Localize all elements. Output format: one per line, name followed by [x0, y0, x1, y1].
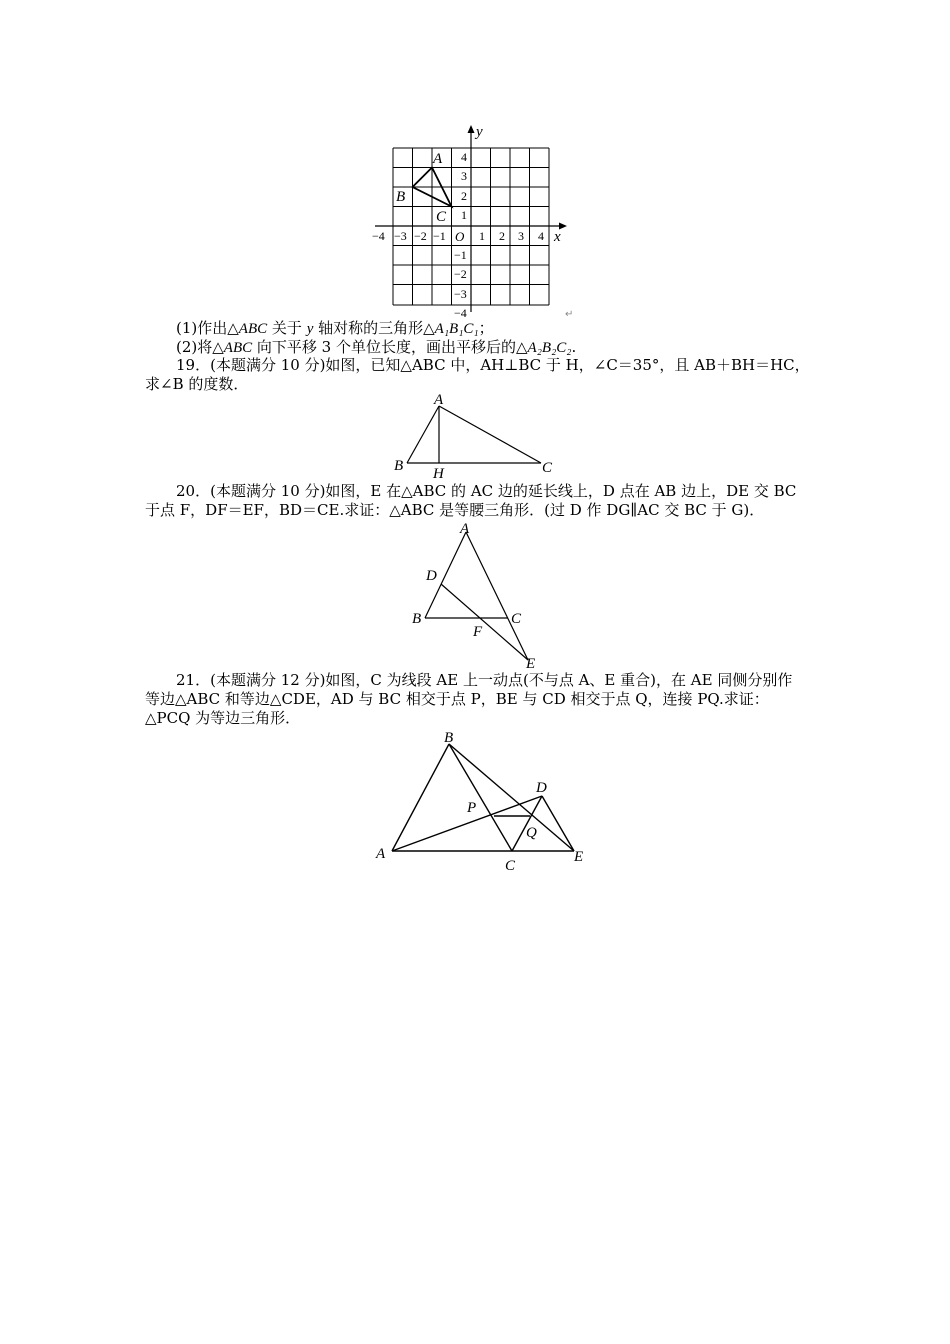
q19-label-h: H: [433, 466, 444, 480]
x-tick: −4: [372, 229, 385, 243]
return-mark: ↵: [565, 309, 574, 320]
q18-part2: (2)将△ABC 向下平移 3 个单位长度，画出平移后的△A₂B₂C₂.: [176, 338, 577, 356]
q21-label-p: P: [467, 800, 477, 816]
y-tick: −2: [454, 267, 467, 281]
q21-label-q: Q: [526, 825, 537, 841]
q21-label-b: B: [444, 730, 454, 746]
q21-text-line3: △PCQ 为等边三角形．: [145, 709, 301, 727]
q19-label-c: C: [542, 460, 553, 476]
x-tick: −1: [433, 229, 446, 243]
y-tick: 2: [461, 189, 467, 203]
q21-equilateral-figure: [370, 722, 600, 874]
q21-label-d: D: [536, 780, 547, 796]
q19-label-b: B: [394, 458, 404, 474]
y-tick: 3: [461, 169, 467, 183]
y-tick: −3: [454, 287, 467, 301]
point-c-label: C: [436, 209, 447, 225]
point-b-label: B: [396, 189, 406, 205]
point-a-label: A: [433, 151, 443, 167]
coordinate-grid-figure: [370, 122, 590, 322]
q21-label-e: E: [574, 849, 584, 865]
y-axis-label: y: [476, 124, 483, 140]
q20-label-e: E: [526, 656, 536, 672]
y-tick: −4: [454, 306, 467, 320]
origin-label: O: [455, 229, 465, 244]
q20-label-d: D: [426, 568, 437, 584]
q19-text-line2: 求∠B 的度数．: [145, 375, 249, 393]
q19-label-a: A: [434, 392, 444, 408]
q21-label-c: C: [505, 858, 516, 874]
q20-text-line1: 20．(本题满分 10 分)如图，E 在△ABC 的 AC 边的延长线上，D 点在 AB 边上，DE 交 BC: [176, 482, 797, 500]
q20-label-f: F: [473, 624, 483, 640]
q20-label-b: B: [412, 611, 422, 627]
q21-text-line2: 等边△ABC 和等边△CDE，AD 与 BC 相交于点 P，BE 与 CD 相交于点 Q，连接 PQ.求证：: [145, 690, 769, 708]
x-tick: 2: [499, 229, 505, 243]
q20-triangle-figure: [408, 520, 558, 672]
x-tick: 1: [479, 229, 485, 243]
q20-label-c: C: [511, 611, 522, 627]
q21-label-a: A: [376, 846, 386, 862]
x-tick: −3: [394, 229, 407, 243]
q18-part1: (1)作出△ABC 关于 y 轴对称的三角形△A₁B₁C₁；: [176, 319, 494, 337]
q20-text-line2: 于点 F，DF＝EF，BD＝CE.求证：△ABC 是等腰三角形．(过 D 作 DG∥AC 交 BC 于 G)．: [145, 501, 765, 519]
q21-text-line1: 21．(本题满分 12 分)如图，C 为线段 AE 上一动点(不与点 A、E 重合)，在 AE 同侧分别作: [176, 671, 793, 689]
y-tick: −1: [454, 248, 467, 262]
y-tick: 1: [461, 208, 467, 222]
x-tick: 4: [538, 229, 544, 243]
x-axis-label: x: [554, 229, 561, 245]
y-tick: 4: [461, 150, 467, 164]
x-tick: 3: [518, 229, 524, 243]
q20-label-a: A: [460, 521, 470, 537]
q19-triangle-figure: [388, 388, 568, 480]
x-tick: −2: [414, 229, 427, 243]
q19-text-line1: 19．(本题满分 10 分)如图，已知△ABC 中，AH⊥BC 于 H，∠C＝35°，且 AB＋BH＝HC，: [176, 356, 810, 374]
